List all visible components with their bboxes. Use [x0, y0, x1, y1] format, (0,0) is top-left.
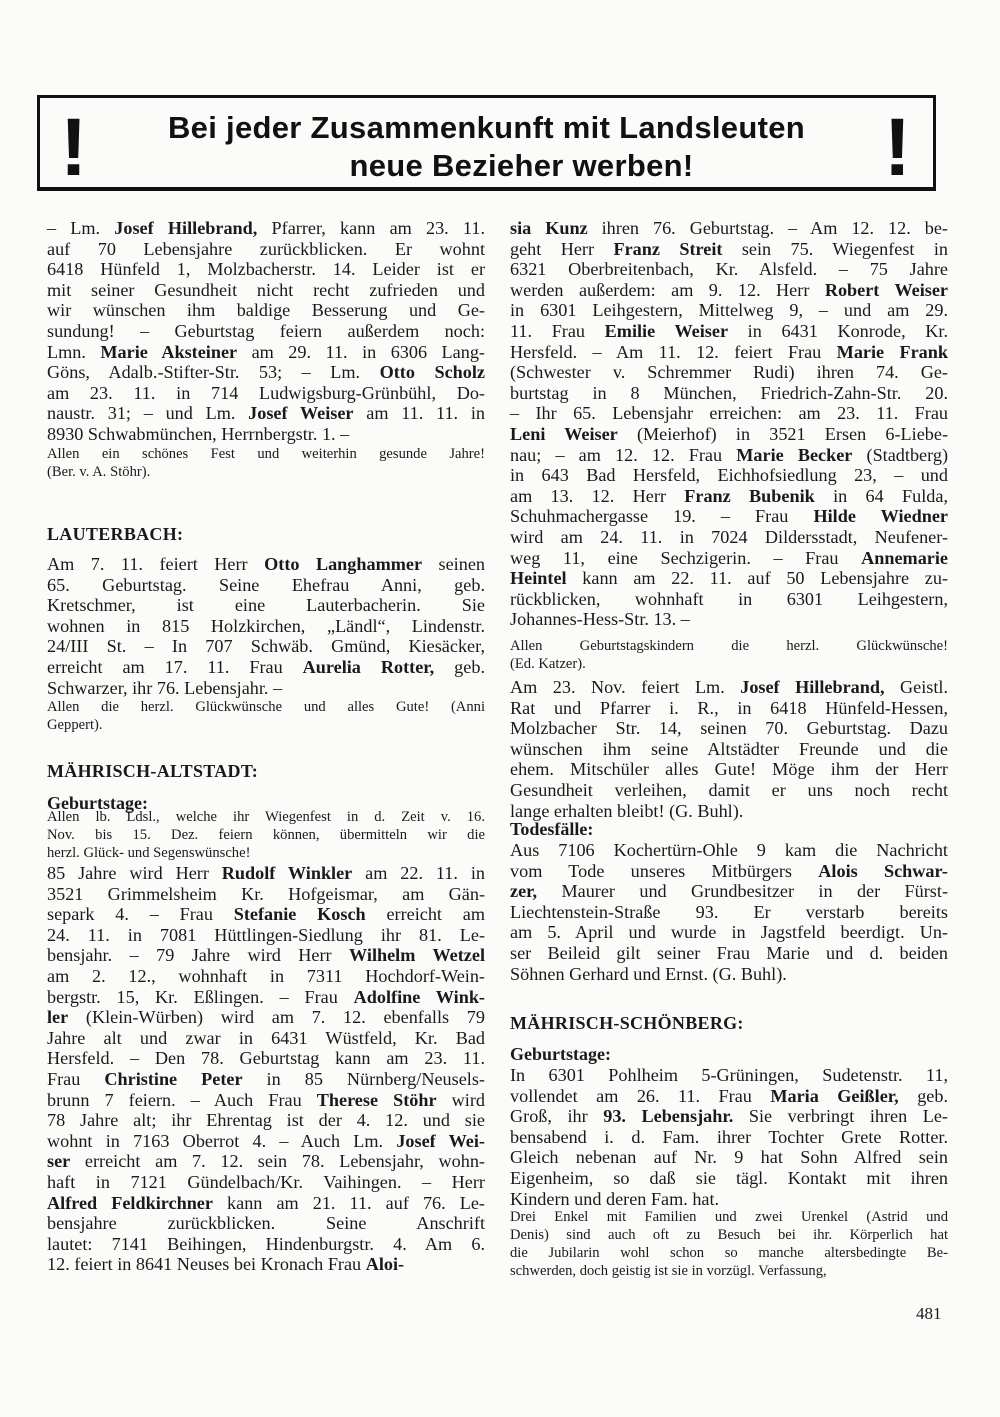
text-line: separk 4. – Frau Stefanie Kosch erreicht am	[47, 904, 485, 925]
text-line: haft in 7121 Gündelbach/Kr. Vaihingen. – Herr	[47, 1171, 485, 1192]
banner-line-2: neue Bezieher werben!	[349, 148, 694, 183]
text-line: Frau Christine Peter in 85 Nürnberg/Neusels-	[47, 1068, 485, 1089]
text-line: lautet: 7141 Beihingen, Hindenburgstr. 4. Am 6.	[47, 1233, 485, 1254]
text-line: Alfred Feldkirchner kann am 21. 11. auf 76. Le-	[47, 1192, 485, 1213]
text-line: bensjahre zurückblicken. Seine Anschrift	[47, 1213, 485, 1234]
text-line: vollendet am 26. 11. Frau Maria Geißler, geb.	[510, 1085, 948, 1106]
text-line: herzl. Glück- und Segenswünsche!	[47, 845, 251, 861]
text-line: brunn 7 feiern. – Auch Frau Therese Stöhr wird	[47, 1089, 485, 1110]
text-line: burtstag in 8 München, Friedrich-Zahn-Str. 20.	[510, 382, 948, 403]
text-line: Eigenheim, so daß sie tägl. Kontakt mit ihren	[510, 1167, 948, 1188]
section-heading: MÄHRISCH-ALTSTADT:	[47, 761, 259, 781]
text-line: In 6301 Pohlheim 5-Grüningen, Sudetenstr. 11,	[510, 1065, 948, 1085]
text-line: mit seiner Gesundheit nicht recht zufrieden und	[47, 279, 485, 300]
text-line: 8930 Schwabmünchen, Herrnbergstr. 1. –	[47, 423, 350, 444]
text-line: 6321 Oberbreitenbach, Kr. Alsfeld. – 75 Jahre	[510, 259, 948, 280]
text-line: bensabend i. d. Fam. ihrer Tochter Grete Rotter.	[510, 1126, 948, 1147]
subscriber-banner	[37, 95, 936, 191]
page-number: 481	[916, 1304, 942, 1323]
text-line: am 5. April und wurde in Jagstfeld beerdigt. Un-	[510, 922, 948, 943]
note-paragraph	[510, 637, 948, 673]
text-line: ser Beileid gilt seiner Frau Marie und d. beiden	[510, 942, 948, 963]
note-paragraph	[47, 445, 485, 481]
text-line: zer, Maurer und Grundbesitzer in der Fürst-	[510, 881, 948, 902]
text-line: nau; – am 12. 12. Frau Marie Becker (Stadtberg)	[510, 444, 948, 465]
text-line: am 13. 12. Herr Franz Bubenik in 64 Fulda,	[510, 485, 949, 506]
article-paragraph	[47, 554, 485, 698]
text-line: Groß, ihr 93. Lebensjahr. Sie verbringt ihren Le-	[510, 1106, 948, 1127]
text-line: – Lm. Josef Hillebrand, Pfarrer, kann am 23. 11.	[47, 218, 485, 238]
text-line: Drei Enkel mit Familien und zwei Urenkel (Astrid und	[510, 1209, 948, 1225]
text-line: (Ber. v. A. Stöhr).	[47, 464, 151, 480]
text-line: Aus 7106 Kochertürn-Ohle 9 kam die Nachricht	[510, 840, 948, 860]
text-line: am 2. 12., wohnhaft in 7311 Hochdorf-Wein-	[47, 965, 485, 986]
text-line: Am 23. Nov. feiert Lm. Josef Hillebrand, Geistl.	[510, 677, 948, 697]
text-line: Geppert).	[47, 717, 103, 733]
text-line: vom Tode unseres Mitbürgers Alois Schwar-	[510, 860, 948, 881]
text-line: sundung! – Geburtstag feiern außerdem noch:	[47, 320, 485, 341]
text-line: Allen ein schönes Fest und weiterhin gesunde Jahre!	[47, 446, 485, 462]
subsection-heading: Geburtstage:	[510, 1044, 611, 1064]
text-line: lange erhalten bleibt! (G. Buhl).	[510, 800, 744, 821]
article-paragraph	[47, 218, 485, 445]
text-line: schwerden, doch geistig ist sie in vorzügl. Verfassung,	[510, 1263, 827, 1279]
article-paragraph	[47, 863, 485, 1275]
text-line: Allen lb. Ldsl., welche ihr Wiegenfest in d. Zeit v. 16.	[47, 809, 485, 825]
text-line: 24. 11. in 7081 Hüttlingen-Siedlung ihr 81. Le-	[47, 924, 485, 945]
text-line: 3521 Grimmelsheim Kr. Hofgeismar, am Gän-	[47, 883, 485, 904]
text-line: Gesundheit verleihen, damit er uns noch recht	[510, 779, 948, 800]
text-line: Göns, Adalb.-Stifter-Str. 53; – Lm. Otto Scholz	[47, 362, 485, 383]
text-line: Schuhmachergasse 19. – Frau Hilde Wiedner	[510, 506, 948, 527]
text-line: wünschen ihm seine Altstädter Freunde und die	[510, 738, 948, 759]
text-line: erreicht am 17. 11. Frau Aurelia Rotter, geb.	[47, 656, 485, 677]
article-paragraph	[510, 1065, 948, 1209]
text-line: geht Herr Franz Streit sein 75. Wiegenfest in	[510, 238, 949, 259]
text-line: 12. feiert in 8641 Neuses bei Kronach Frau Aloi-	[47, 1254, 405, 1275]
subsection-heading: Todesfälle:	[510, 819, 594, 839]
article-paragraph	[510, 677, 948, 821]
text-line: auf 70 Lebensjahre zurückblicken. Er wohnt	[47, 238, 485, 259]
text-line: am 23. 11. in 714 Ludwigsburg-Grünbühl, Do-	[47, 382, 485, 403]
text-line: ler (Klein-Würben) wird am 7. 12. ebenfalls 79	[47, 1007, 485, 1028]
text-line: 65. Geburtstag. Seine Ehefrau Anni, geb.	[47, 574, 485, 595]
text-line: die Jubilarin wohl schon so manche altersbedingte Be-	[510, 1245, 948, 1261]
text-line: wohnt in 7163 Oberrot 4. – Auch Lm. Josef Wei-	[47, 1130, 485, 1151]
text-line: (Ed. Katzer).	[510, 656, 586, 672]
text-line: 6418 Hünfeld 1, Molzbacherstr. 14. Leider ist er	[47, 259, 485, 280]
text-line: naustr. 31; – und Lm. Josef Weiser am 11. 11. in	[47, 403, 485, 424]
note-paragraph	[47, 808, 485, 862]
text-line: wohnen in 815 Holzkirchen, „Ländl“, Lindenstr.	[47, 615, 485, 636]
text-line: Hersfeld. – Am 11. 12. feiert Frau Marie Frank	[510, 341, 948, 362]
text-line: 24/III St. – In 707 Schwäb. Gmünd, Kiesäcker,	[47, 636, 485, 657]
text-line: werden außerdem: am 9. 12. Herr Robert Weiser	[510, 279, 948, 300]
text-line: bergstr. 15, Kr. Eßlingen. – Frau Adolfine Wink-	[47, 986, 485, 1007]
text-line: – Ihr 65. Lebensjahr erreichen: am 23. 11. Frau	[510, 403, 948, 424]
article-paragraph	[510, 218, 948, 630]
text-line: Allen die herzl. Glückwünsche und alles Gute! (Anni	[47, 699, 485, 715]
text-line: Liechtenstein-Straße 93. Er verstarb bereits	[510, 901, 948, 922]
text-line: Kindern und deren Fam. hat.	[510, 1188, 720, 1209]
text-line: in 643 Bad Hersfeld, Eichhofsiedlung 23, – und	[510, 465, 948, 486]
text-line: Nov. bis 15. Dez. feiern können, übermitteln wir die	[47, 827, 485, 843]
note-paragraph	[510, 1208, 948, 1280]
text-line: Schwarzer, ihr 76. Lebensjahr. –	[47, 677, 283, 698]
exclamation-mark-right: !	[883, 102, 911, 193]
note-paragraph	[47, 698, 485, 734]
text-line: wird am 24. 11. in 7024 Dildersstadt, Neufener-	[510, 526, 948, 547]
text-line: 78 Jahre alt; ihr Ehrentag ist der 4. 12. und sie	[47, 1110, 485, 1131]
exclamation-mark-left: !	[60, 102, 88, 193]
text-line: Gleich nebenan auf Nr. 9 hat Sohn Alfred sein	[510, 1147, 948, 1168]
text-line: Heintel kann am 22. 11. auf 50 Lebensjahre zu-	[510, 568, 948, 589]
text-line: 85 Jahre wird Herr Rudolf Winkler am 22. 11. in	[47, 863, 485, 883]
text-line: sia Kunz ihren 76. Geburtstag. – Am 12. 12. be-	[510, 218, 948, 238]
text-line: Leni Weiser (Meierhof) in 3521 Ersen 6-Liebe-	[510, 423, 949, 444]
text-line: ehem. Mitschüler alles Gute! Möge ihm der Herr	[510, 759, 948, 780]
text-line: Johannes-Hess-Str. 13. –	[510, 609, 690, 630]
text-line: (Schwester v. Schremmer Rudi) ihren 74. Ge-	[510, 362, 948, 383]
section-heading: LAUTERBACH:	[47, 524, 184, 544]
text-line: wir wünschen ihm baldige Besserung und Ge-	[47, 300, 485, 321]
text-line: Molzbacher Str. 14, seinen 70. Geburtstag. Dazu	[510, 718, 948, 739]
text-line: Söhnen Gerhard und Ernst. (G. Buhl).	[510, 963, 787, 984]
banner-line-1: Bei jeder Zusammenkunft mit Landsleuten	[168, 110, 805, 145]
text-line: bensjahr. – 79 Jahre wird Herr Wilhelm Wetzel	[47, 945, 485, 966]
text-line: ser erreicht am 7. 12. sein 78. Lebensjahr, wohn-	[47, 1151, 485, 1172]
text-line: rückblicken, wohnhaft in 6301 Leihgestern,	[510, 588, 948, 609]
text-line: 11. Frau Emilie Weiser in 6431 Konrode, Kr.	[510, 320, 948, 341]
article-paragraph	[510, 840, 948, 984]
text-line: Hersfeld. – Den 78. Geburtstag kann am 23. 11.	[47, 1048, 485, 1069]
subsection-heading: Geburtstage:	[47, 793, 148, 813]
text-line: Kretschmer, ist eine Lauterbacherin. Sie	[47, 595, 485, 616]
text-line: Denis) sind auch oft zu Besuch bei ihr. Körperlich hat	[510, 1227, 948, 1243]
text-line: weg 11, eine Sechzigerin. – Frau Annemarie	[510, 547, 948, 568]
text-line: Jahre alt und zwar in 6431 Wüstfeld, Kr. Bad	[47, 1027, 485, 1048]
section-heading: MÄHRISCH-SCHÖNBERG:	[510, 1013, 744, 1033]
text-line: Lmn. Marie Aksteiner am 29. 11. in 6306 Lang-	[47, 341, 485, 362]
text-line: Allen Geburtstagskindern die herzl. Glückwünsche!	[510, 638, 948, 654]
text-line: in 6301 Leihgestern, Mittelweg 9, – und am 29.	[510, 300, 948, 321]
text-line: Rat und Pfarrer i. R., in 6418 Hünfeld-Hessen,	[510, 697, 948, 718]
text-line: Am 7. 11. feiert Herr Otto Langhammer seinen	[47, 554, 485, 574]
